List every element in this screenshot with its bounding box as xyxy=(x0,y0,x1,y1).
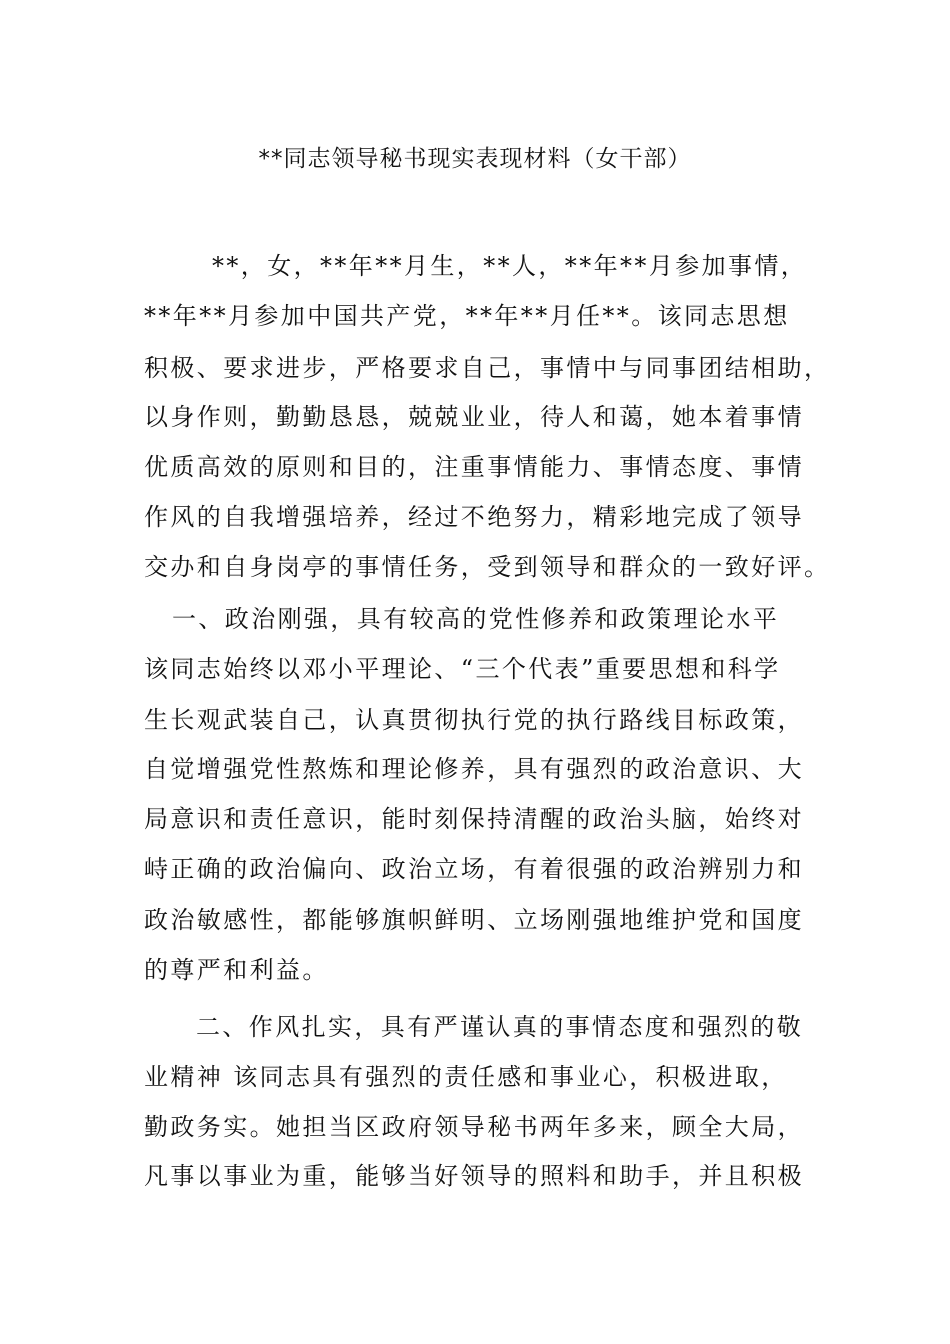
body-line: 生长观武装自己，认真贯彻执行党的执行路线目标政策， xyxy=(144,706,804,734)
body-line: 积极、要求进步，严格要求自己，事情中与同事团结相助， xyxy=(144,354,831,382)
body-line: 业精神 该同志具有强烈的责任感和事业心，积极进取， xyxy=(144,1063,788,1091)
body-line: 政治敏感性，都能够旗帜鲜明、立场刚强地维护党和国度 xyxy=(144,906,804,934)
section-heading-2: 二、作风扎实，具有严谨认真的事情态度和强烈的敬 xyxy=(196,1013,804,1041)
body-line: 交办和自身岗亭的事情任务，受到领导和群众的一致好评。 xyxy=(144,553,831,581)
document-title: **同志领导秘书现实表现材料（女干部） xyxy=(258,146,692,172)
body-line: 自觉增强党性熬炼和理论修养，具有强烈的政治意识、大 xyxy=(144,755,804,783)
body-line: 峙正确的政治偏向、政治立场，有着很强的政治辨别力和 xyxy=(144,855,804,883)
body-line: 勤政务实。她担当区政府领导秘书两年多来，顾全大局， xyxy=(144,1113,804,1141)
body-line: 优质高效的原则和目的，注重事情能力、事情态度、事情 xyxy=(144,453,804,481)
body-line: 以身作则，勤勤恳恳，兢兢业业，待人和蔼，她本着事情 xyxy=(144,403,804,431)
body-line: 的尊严和利益。 xyxy=(144,956,329,984)
body-line: 局意识和责任意识，能时刻保持清醒的政治头脑，始终对 xyxy=(144,805,804,833)
body-line: 作风的自我增强培养，经过不绝努力，精彩地完成了领导 xyxy=(144,503,804,531)
body-line: 该同志始终以邓小平理论、“三个代表”重要思想和科学 xyxy=(144,655,781,683)
body-line: **年**月参加中国共产党，**年**月任**。该同志思想 xyxy=(144,302,790,330)
section-heading-1: 一、政治刚强，具有较高的党性修养和政策理论水平 xyxy=(172,605,780,633)
body-line: 凡事以事业为重，能够当好领导的照料和助手，并且积极 xyxy=(144,1162,804,1190)
body-line: **，女，**年**月生，**人，**年**月参加事情， xyxy=(212,252,808,280)
